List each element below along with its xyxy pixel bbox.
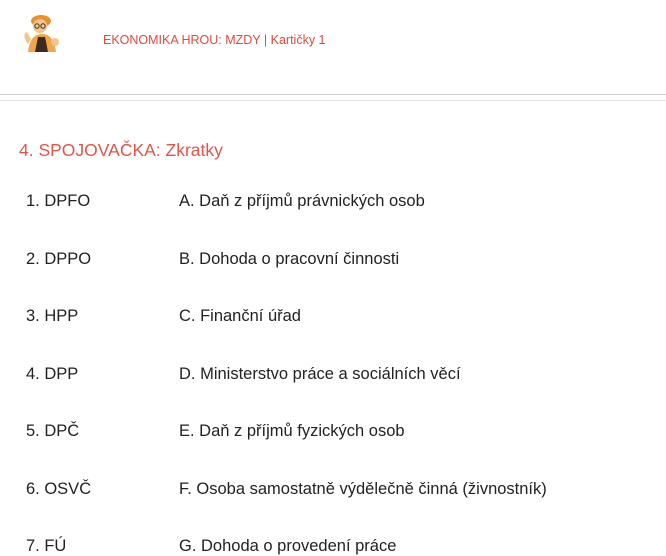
abbreviation: 2. DPPO	[26, 249, 92, 268]
meaning: F. Osoba samostatně výdělečně činná (živnostník)	[179, 479, 547, 498]
matching-list	[0, 192, 666, 556]
meaning: E. Daň z příjmů fyzických osob	[179, 422, 405, 440]
abbreviation: 7. FÚ	[26, 537, 67, 555]
meaning: B. Dohoda o pracovní činnosti	[179, 249, 400, 268]
list-item	[0, 480, 666, 538]
header-divider	[0, 94, 666, 95]
abbreviation: 4. DPP	[26, 364, 79, 383]
list-item	[0, 365, 666, 423]
list-item	[0, 537, 666, 556]
meaning: D. Ministerstvo práce a sociálních věcí	[179, 364, 461, 383]
abbreviation: 5. DPČ	[26, 422, 80, 440]
meaning: G. Dohoda o provedení práce	[179, 537, 397, 555]
header-title: EKONOMIKA HROU: MZDY | Kartičky 1	[103, 33, 326, 47]
abbreviation: 3. HPP	[26, 307, 79, 325]
meaning: A. Daň z příjmů právnických osob	[179, 192, 425, 210]
list-item	[0, 250, 666, 308]
section-title: 4. SPOJOVAČKA: Zkratky	[19, 140, 223, 160]
list-item	[0, 192, 666, 250]
abbreviation: 1. DPFO	[26, 192, 91, 210]
meaning: C. Finanční úřad	[179, 307, 301, 325]
header-divider-secondary	[0, 100, 666, 101]
cartoon-character-logo-icon	[18, 12, 62, 54]
abbreviation: 6. OSVČ	[26, 479, 92, 498]
list-item	[0, 422, 666, 480]
page-header	[0, 0, 666, 96]
list-item	[0, 307, 666, 365]
